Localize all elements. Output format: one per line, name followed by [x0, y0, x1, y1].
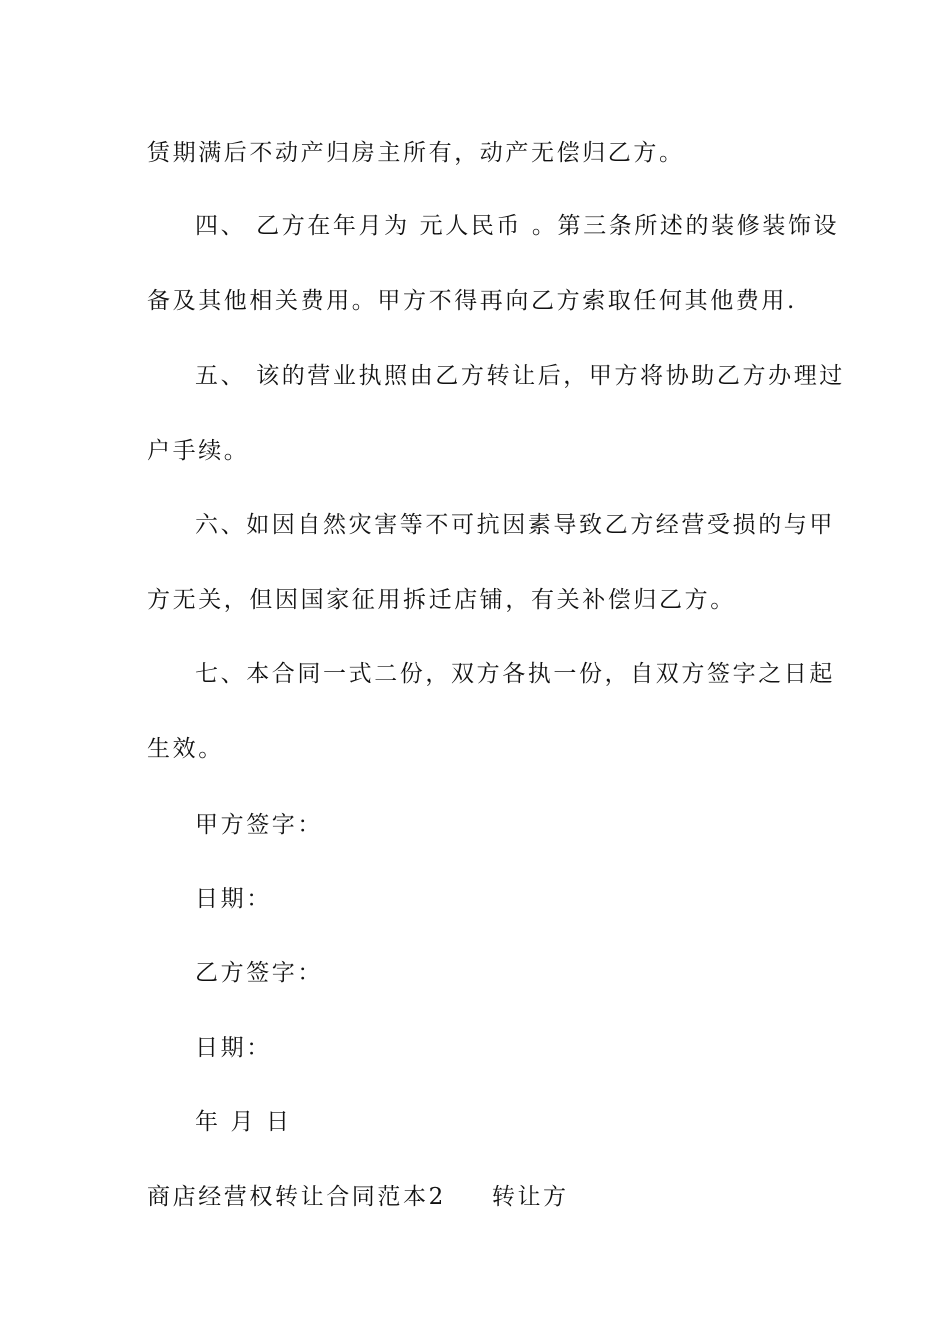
- date-line: 年 月 日: [195, 1109, 292, 1135]
- clause-6-line-1: 六、如因自然灾害等不可抗因素导致乙方经营受损的与甲: [195, 512, 835, 538]
- party-b-date-label: 日期：: [195, 1035, 272, 1061]
- clause-5-line-2: 户手续。: [147, 438, 250, 464]
- clause-7-line-2: 生效。: [147, 736, 224, 762]
- party-a-signature-label: 甲方签字：: [195, 812, 323, 838]
- clause-4-line-1: 四、 乙方在年月为 元人民币 。第三条所述的装修装饰设: [195, 213, 840, 239]
- next-contract-title: 商店经营权转让合同范本2: [147, 1184, 446, 1210]
- party-b-signature-label: 乙方签字：: [195, 960, 323, 986]
- clause-5-line-1: 五、 该的营业执照由乙方转让后，甲方将协助乙方办理过: [195, 363, 845, 389]
- clause-3-continuation: 赁期满后不动产归房主所有，动产无偿归乙方。: [147, 140, 685, 166]
- clause-7-line-1: 七、本合同一式二份，双方各执一份，自双方签字之日起: [195, 661, 835, 687]
- party-a-date-label: 日期：: [195, 886, 272, 912]
- clause-4-line-2: 备及其他相关费用。甲方不得再向乙方索取任何其他费用.: [147, 288, 797, 314]
- next-section-heading: [147, 1182, 569, 1212]
- transferor-label: 转让方: [491, 1184, 569, 1210]
- clause-6-line-2: 方无关，但因国家征用拆迁店铺，有关补偿归乙方。: [147, 587, 736, 613]
